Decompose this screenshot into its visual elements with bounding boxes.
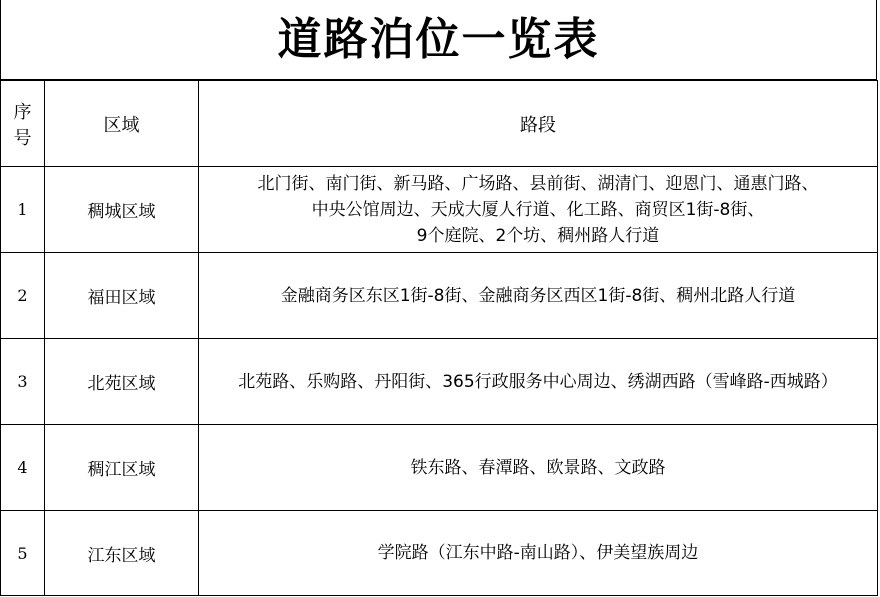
- table-title-cell: [0, 0, 877, 80]
- row-index: 4: [1, 425, 45, 511]
- road-line: 金融商务区东区1街-8街、金融商务区西区1街-8街、稠州北路人行道: [280, 285, 796, 306]
- row-area: 北苑区域: [45, 339, 199, 425]
- row-area: 江东区域: [45, 511, 199, 596]
- row-roads: [199, 253, 878, 339]
- row-index: 1: [1, 167, 45, 253]
- row-area: 福田区域: [45, 253, 199, 339]
- table-row: [1, 339, 878, 425]
- row-roads: [199, 425, 878, 511]
- row-area: 稠城区域: [45, 167, 199, 253]
- road-line: 铁东路、春潭路、欧景路、文政路: [410, 457, 666, 478]
- header-index: 序号: [1, 81, 45, 167]
- road-line: 北苑路、乐购路、丹阳街、365行政服务中心周边、绣湖西路（雪峰路-西城路）: [238, 371, 838, 392]
- parking-table: [0, 80, 878, 596]
- row-roads: [199, 339, 878, 425]
- road-line: 9个庭院、2个坊、稠州路人行道: [416, 225, 660, 246]
- row-index: 3: [1, 339, 45, 425]
- table-row: [1, 511, 878, 596]
- table-row: [1, 425, 878, 511]
- road-line: 中央公馆周边、天成大厦人行道、化工路、商贸区1街-8街、: [311, 199, 765, 220]
- row-roads: [199, 511, 878, 596]
- row-index: 5: [1, 511, 45, 596]
- page-title: 道路泊位一览表: [277, 13, 600, 65]
- row-roads: [199, 167, 878, 253]
- table-header-row: [1, 81, 878, 167]
- row-area: 稠江区域: [45, 425, 199, 511]
- header-roads: 路段: [199, 81, 878, 167]
- table-row: [1, 167, 878, 253]
- road-line: 学院路（江东中路-南山路）、伊美望族周边: [377, 543, 699, 563]
- row-index: 2: [1, 253, 45, 339]
- road-line: 北门街、南门街、新马路、广场路、县前街、湖清门、迎恩门、通惠门路、: [257, 173, 819, 194]
- header-area: 区域: [45, 81, 199, 167]
- table-row: [1, 253, 878, 339]
